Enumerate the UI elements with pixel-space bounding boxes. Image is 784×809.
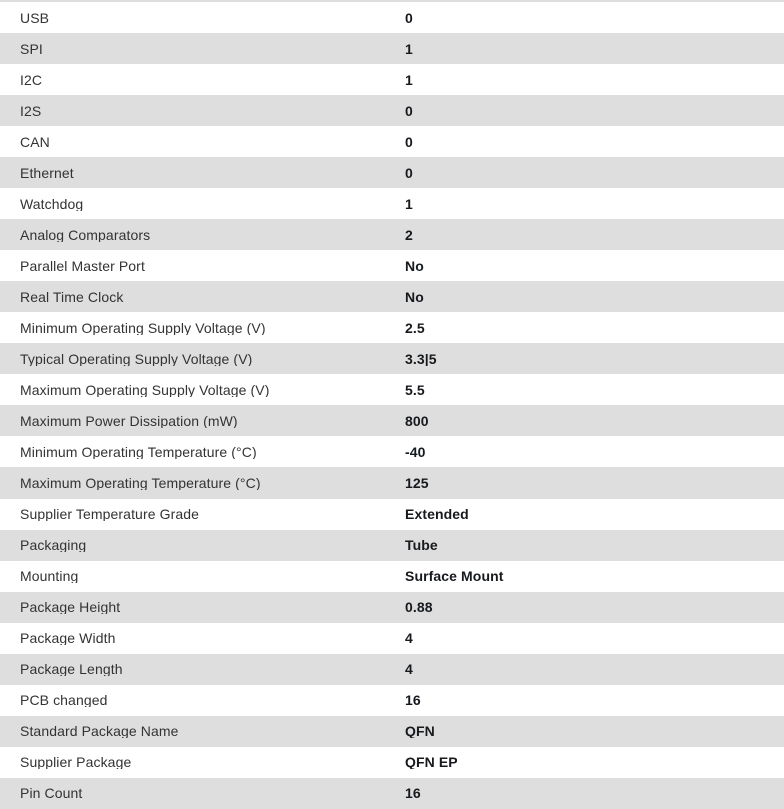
spec-value: 3.3|5 xyxy=(405,351,437,366)
spec-value: 125 xyxy=(405,475,429,490)
table-row xyxy=(0,654,784,685)
spec-label: Maximum Operating Supply Voltage (V) xyxy=(20,382,270,397)
spec-label: Minimum Operating Temperature (°C) xyxy=(20,444,257,459)
table-row xyxy=(0,778,784,809)
table-row xyxy=(0,95,784,126)
spec-label: Package Height xyxy=(20,600,121,615)
spec-label: Minimum Operating Supply Voltage (V) xyxy=(20,320,266,335)
spec-label: Package Length xyxy=(20,662,123,677)
table-row xyxy=(0,623,784,654)
spec-label: Typical Operating Supply Voltage (V) xyxy=(20,351,253,366)
spec-label: Packaging xyxy=(20,538,87,553)
table-row xyxy=(0,436,784,467)
spec-label: USB xyxy=(20,10,50,25)
spec-value: Tube xyxy=(405,538,438,553)
spec-value: 1 xyxy=(405,72,413,87)
spec-value: 1 xyxy=(405,196,413,211)
spec-label: Maximum Power Dissipation (mW) xyxy=(20,413,238,428)
table-row xyxy=(0,747,784,778)
table-row xyxy=(0,374,784,405)
table-row xyxy=(0,592,784,623)
table-row xyxy=(0,33,784,64)
spec-label: Analog Comparators xyxy=(20,227,151,242)
spec-label: Pin Count xyxy=(20,786,83,801)
spec-label: I2C xyxy=(20,72,43,87)
spec-label: Supplier Temperature Grade xyxy=(20,507,199,522)
spec-label: Mounting xyxy=(20,569,79,584)
spec-value: QFN xyxy=(405,724,435,739)
spec-value: 0.88 xyxy=(405,600,433,615)
spec-value: 16 xyxy=(405,693,421,708)
spec-value: 1 xyxy=(405,41,413,56)
spec-value: 0 xyxy=(405,134,413,149)
spec-label: Parallel Master Port xyxy=(20,258,145,273)
table-row xyxy=(0,126,784,157)
spec-value: 2 xyxy=(405,227,413,242)
table-row xyxy=(0,250,784,281)
spec-label: CAN xyxy=(20,134,50,149)
spec-value: 0 xyxy=(405,103,413,118)
table-row xyxy=(0,499,784,530)
spec-label: Maximum Operating Temperature (°C) xyxy=(20,475,261,490)
table-row xyxy=(0,312,784,343)
table-row xyxy=(0,2,784,33)
spec-label: PCB changed xyxy=(20,693,108,708)
table-row xyxy=(0,405,784,436)
spec-value: 2.5 xyxy=(405,320,425,335)
spec-value: 4 xyxy=(405,631,413,646)
spec-value: 4 xyxy=(405,662,413,677)
spec-value: 16 xyxy=(405,786,421,801)
spec-value: QFN EP xyxy=(405,755,458,770)
table-row xyxy=(0,716,784,747)
spec-value: Extended xyxy=(405,507,469,522)
table-row xyxy=(0,64,784,95)
table-row xyxy=(0,467,784,498)
table-row xyxy=(0,219,784,250)
table-row xyxy=(0,561,784,592)
spec-label: Ethernet xyxy=(20,165,74,180)
spec-label: Package Width xyxy=(20,631,116,646)
table-row xyxy=(0,685,784,716)
spec-value: No xyxy=(405,258,424,273)
spec-value: 0 xyxy=(405,10,413,25)
spec-table-rows xyxy=(0,2,784,809)
table-row xyxy=(0,188,784,219)
spec-label: I2S xyxy=(20,103,42,118)
spec-label: Standard Package Name xyxy=(20,724,179,739)
spec-label: Supplier Package xyxy=(20,755,132,770)
spec-value: 5.5 xyxy=(405,382,425,397)
spec-value: 0 xyxy=(405,165,413,180)
spec-value: Surface Mount xyxy=(405,569,504,584)
table-row xyxy=(0,343,784,374)
table-row xyxy=(0,281,784,312)
spec-label: SPI xyxy=(20,41,43,56)
spec-value: -40 xyxy=(405,444,426,459)
table-row xyxy=(0,157,784,188)
spec-value: 800 xyxy=(405,413,429,428)
spec-label: Real Time Clock xyxy=(20,289,124,304)
table-row xyxy=(0,530,784,561)
spec-value: No xyxy=(405,289,424,304)
spec-label: Watchdog xyxy=(20,196,84,211)
